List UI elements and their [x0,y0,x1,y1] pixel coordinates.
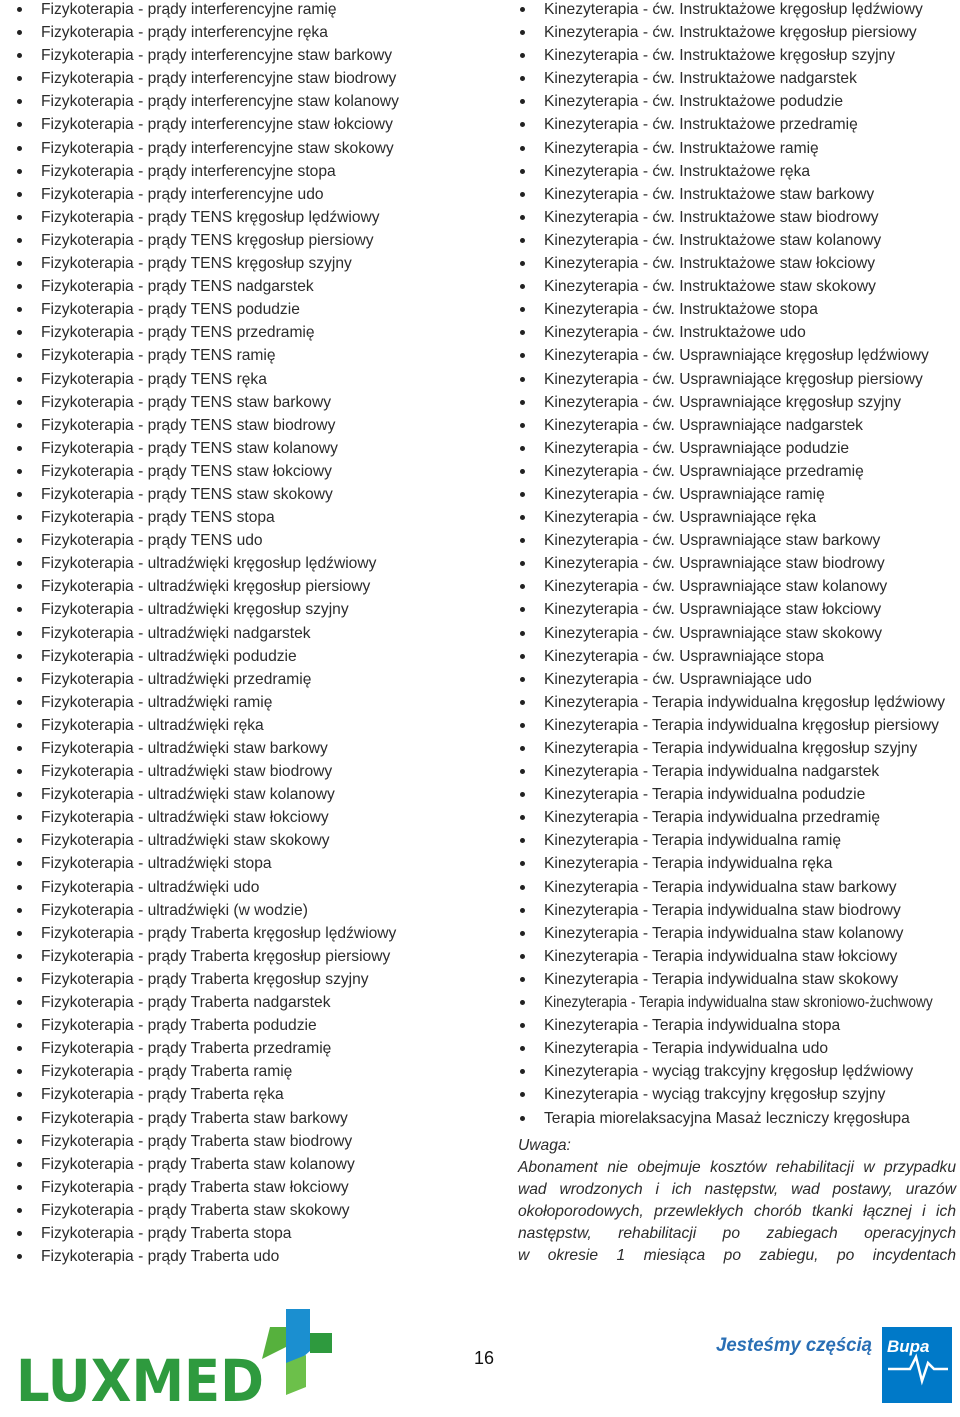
service-label: Fizykoterapia - prądy Traberta staw barkowy [41,1109,348,1127]
service-list-item [14,670,504,693]
service-list-item [14,393,504,416]
service-list-item [14,23,504,46]
service-list-item [14,1016,504,1039]
service-list-item [14,115,504,138]
right-service-list [517,0,960,1132]
service-label: Kinezyterapia - Terapia indywidualna kręgosłup szyjny [544,740,918,757]
service-label: Kinezyterapia - ćw. Instruktażowe staw kolanowy [544,231,882,249]
service-list-item [14,300,504,323]
service-list-item [517,901,960,924]
service-list-item [14,139,504,162]
service-list-item [14,1155,504,1178]
service-label: Kinezyterapia - ćw. Usprawniające ręka [544,509,817,527]
service-list-item [14,1178,504,1201]
service-label: Kinezyterapia - ćw. Usprawniające nadgarstek [544,416,863,434]
service-label: Fizykoterapia - prądy TENS staw kolanowy [41,439,338,457]
service-label: Fizykoterapia - prądy TENS staw barkowy [41,393,332,411]
service-label: Fizykoterapia - prądy Traberta kręgosłup piersiowy [41,947,391,965]
service-label: Fizykoterapia - ultradźwięki ramię [41,693,273,711]
service-list-item [517,69,960,92]
service-label: Fizykoterapia - prądy Traberta stopa [41,1224,292,1242]
service-label: Kinezyterapia - Terapia indywidualna kręgosłup lędźwiowy [544,693,946,711]
service-list-item [14,439,504,462]
service-label: Kinezyterapia - ćw. Instruktażowe podudzie [544,93,844,111]
service-list-item [14,1132,504,1155]
service-label: Kinezyterapia - ćw. Usprawniające podudzie [544,439,850,457]
bupa-wordmark: Bupa [887,1337,930,1356]
service-list-item [14,554,504,577]
service-list-item [14,785,504,808]
service-label: Kinezyterapia - wyciąg trakcyjny kręgosłup szyjny [544,1086,886,1104]
service-list-item [14,231,504,254]
service-list-item [517,92,960,115]
service-label: Kinezyterapia - ćw. Instruktażowe kręgosłup piersiowy [544,24,917,42]
service-label: Kinezyterapia - Terapia indywidualna udo [544,1040,829,1058]
service-label: Fizykoterapia - ultradźwięki udo [41,878,260,896]
service-list-item [517,1039,960,1062]
service-label: Kinezyterapia - ćw. Instruktażowe staw barkowy [544,185,875,203]
note-line: Abonament nie obejmuje kosztów rehabilitacji w przypadku [518,1159,956,1176]
service-label: Kinezyterapia - Terapia indywidualna staw łokciowy [544,947,898,965]
service-label: Kinezyterapia - ćw. Usprawniające staw łokciowy [544,601,882,619]
service-list-item [14,878,504,901]
service-label: Kinezyterapia - ćw. Usprawniające ramię [544,485,825,503]
service-list-item [14,69,504,92]
service-label: Kinezyterapia - Terapia indywidualna stopa [544,1017,841,1035]
luxmed-cross-icon [262,1309,332,1395]
service-label: Fizykoterapia - prądy TENS udo [41,532,263,550]
service-list-item [517,0,960,23]
service-label: Kinezyterapia - ćw. Usprawniające staw biodrowy [544,555,885,573]
service-list-item [14,1062,504,1085]
service-label: Fizykoterapia - prądy TENS staw łokciowy [41,462,332,480]
left-service-list [14,0,504,1270]
service-list-item [517,323,960,346]
service-list-item [517,831,960,854]
service-list-item [517,878,960,901]
service-label: Fizykoterapia - prądy Traberta staw kolanowy [41,1155,355,1173]
service-label: Fizykoterapia - prądy TENS kręgosłup szyjny [41,255,352,273]
service-list-item [517,1085,960,1108]
service-list-item [517,670,960,693]
service-label: Fizykoterapia - prądy interferencyjne ramię [41,1,337,18]
service-label: Fizykoterapia - prądy Traberta podudzie [41,1017,317,1035]
service-label: Fizykoterapia - prądy TENS ręka [41,370,267,388]
service-list-item [14,323,504,346]
note-line: wad wrodzonych i ich następstw, wad postawy, urazów [518,1181,956,1198]
service-list-item [517,485,960,508]
service-list-item [14,485,504,508]
service-list-item [517,139,960,162]
service-list-item [517,924,960,947]
service-label: Kinezyterapia - ćw. Instruktażowe nadgarstek [544,70,857,88]
service-label: Kinezyterapia - ćw. Usprawniające kręgosłup lędźwiowy [544,347,929,365]
bupa-tagline: Jesteśmy częścią [716,1335,873,1356]
service-list-item [517,277,960,300]
service-label: Kinezyterapia - ćw. Instruktażowe ręka [544,162,811,180]
service-label: Fizykoterapia - prądy interferencyjne staw skokowy [41,139,394,157]
service-label: Kinezyterapia - ćw. Instruktażowe ramię [544,139,819,157]
service-list-item [517,231,960,254]
service-label: Fizykoterapia - ultradźwięki staw kolanowy [41,786,335,804]
service-list-item [517,346,960,369]
service-label: Fizykoterapia - prądy Traberta udo [41,1248,280,1266]
service-label: Fizykoterapia - prądy TENS stopa [41,509,275,527]
service-label: Fizykoterapia - ultradźwięki kręgosłup piersiowy [41,578,371,596]
note-block [518,1135,956,1267]
service-label: Terapia miorelaksacyjna Masaż leczniczy kręgosłupa [544,1109,910,1127]
service-label: Kinezyterapia - ćw. Instruktażowe stopa [544,301,818,319]
service-list-item [14,208,504,231]
service-label: Kinezyterapia - Terapia indywidualna staw skokowy [544,970,899,988]
service-label: Fizykoterapia - prądy interferencyjne udo [41,185,324,203]
service-label: Kinezyterapia - ćw. Instruktażowe przedramię [544,116,858,134]
service-list-item [517,162,960,185]
service-list-item [14,647,504,670]
service-list-item [517,254,960,277]
note-line: okołoporodowych, przewlekłych chorób tkanki łącznej i ich [518,1203,956,1220]
service-list-item [517,1109,960,1132]
service-list-item [517,416,960,439]
service-label: Kinezyterapia - ćw. Instruktażowe udo [544,324,806,342]
service-list-item [14,346,504,369]
service-label: Fizykoterapia - prądy Traberta kręgosłup lędźwiowy [41,924,397,942]
service-list-item [517,693,960,716]
service-list-item [517,600,960,623]
service-list-item [14,739,504,762]
service-label: Fizykoterapia - prądy Traberta nadgarstek [41,994,331,1012]
service-list-item [517,185,960,208]
service-list-item [14,854,504,877]
service-label: Kinezyterapia - Terapia indywidualna staw barkowy [544,878,897,896]
service-label: Fizykoterapia - prądy TENS staw skokowy [41,485,333,503]
service-list-item [14,531,504,554]
service-label: Kinezyterapia - ćw. Instruktażowe staw łokciowy [544,255,876,273]
service-label: Fizykoterapia - ultradźwięki staw łokciowy [41,809,329,827]
service-label: Fizykoterapia - ultradźwięki przedramię [41,670,312,688]
service-label: Kinezyterapia - ćw. Usprawniające staw barkowy [544,532,881,550]
service-list-item [517,947,960,970]
service-list-item [517,393,960,416]
service-label: Fizykoterapia - ultradźwięki (w wodzie) [41,901,308,919]
note-line: w okresie 1 miesiąca po zabiegu, po incydentach [518,1247,956,1264]
service-list-item [517,624,960,647]
service-label: Kinezyterapia - Terapia indywidualna staw skroniowo-żuchwowy [544,994,933,1012]
service-list-item [517,970,960,993]
service-label: Kinezyterapia - ćw. Usprawniające udo [544,670,812,688]
service-list-item [517,808,960,831]
service-label: Kinezyterapia - ćw. Usprawniające staw kolanowy [544,578,888,596]
service-label: Fizykoterapia - prądy Traberta ręka [41,1086,284,1104]
service-label: Kinezyterapia - ćw. Usprawniające staw skokowy [544,624,882,642]
service-list-item [517,300,960,323]
service-label: Kinezyterapia - Terapia indywidualna nadgarstek [544,763,880,781]
service-list-item [14,993,504,1016]
service-label: Kinezyterapia - Terapia indywidualna podudzie [544,786,866,804]
service-label: Fizykoterapia - prądy interferencyjne ręka [41,24,328,42]
service-label: Kinezyterapia - Terapia indywidualna staw kolanowy [544,924,904,942]
service-label: Fizykoterapia - prądy TENS podudzie [41,301,300,319]
service-list-item [517,647,960,670]
service-label: Kinezyterapia - ćw. Instruktażowe staw skokowy [544,278,876,296]
service-label: Fizykoterapia - prądy Traberta staw skokowy [41,1201,350,1219]
service-list-item [517,439,960,462]
service-label: Fizykoterapia - prądy Traberta ramię [41,1063,293,1081]
service-label: Fizykoterapia - prądy interferencyjne staw barkowy [41,47,393,65]
service-list-item [14,577,504,600]
service-list-item [14,924,504,947]
service-list-item [14,1085,504,1108]
service-label: Kinezyterapia - Terapia indywidualna przedramię [544,809,881,827]
service-list-item [517,508,960,531]
luxmed-logo [14,1303,334,1408]
service-list-item [14,970,504,993]
service-list-item [14,947,504,970]
service-label: Fizykoterapia - ultradźwięki nadgarstek [41,624,311,642]
service-list-item [14,716,504,739]
service-list-item [517,854,960,877]
service-list-item [517,577,960,600]
bupa-logo [712,1307,956,1404]
service-label: Fizykoterapia - ultradźwięki staw biodrowy [41,763,333,781]
service-label: Kinezyterapia - ćw. Usprawniające stopa [544,647,824,665]
service-list-item [14,762,504,785]
service-list-item [517,993,960,1016]
service-label: Fizykoterapia - ultradźwięki stopa [41,855,272,873]
service-list-item [517,1016,960,1039]
service-list-item [14,277,504,300]
service-list-item [517,23,960,46]
service-label: Fizykoterapia - prądy interferencyjne staw kolanowy [41,93,399,111]
service-list-item [517,785,960,808]
note-line: następstw, rehabilitacji po zabiegach operacyjnych [518,1225,956,1242]
service-label: Kinezyterapia - ćw. Instruktażowe staw biodrowy [544,208,879,226]
service-label: Fizykoterapia - prądy TENS ramię [41,347,276,365]
service-label: Kinezyterapia - Terapia indywidualna ramię [544,832,842,850]
service-label: Fizykoterapia - prądy Traberta kręgosłup szyjny [41,970,369,988]
service-list-item [14,254,504,277]
service-label: Fizykoterapia - prądy TENS kręgosłup lędźwiowy [41,208,380,226]
service-list-item [14,1109,504,1132]
service-label: Fizykoterapia - prądy TENS przedramię [41,324,315,342]
service-label: Fizykoterapia - prądy Traberta staw łokciowy [41,1178,349,1196]
service-label: Fizykoterapia - prądy Traberta przedramię [41,1040,332,1058]
service-list-item [14,693,504,716]
service-list-item [14,901,504,924]
service-label: Fizykoterapia - prądy TENS staw biodrowy [41,416,336,434]
service-label: Fizykoterapia - prądy interferencyjne staw biodrowy [41,70,397,88]
service-list-item [517,46,960,69]
service-label: Fizykoterapia - ultradźwięki staw skokowy [41,832,330,850]
service-list-item [517,370,960,393]
service-list-item [517,115,960,138]
service-label: Kinezyterapia - Terapia indywidualna ręka [544,855,833,873]
service-label: Fizykoterapia - prądy Traberta staw biodrowy [41,1132,353,1150]
service-label: Fizykoterapia - prądy TENS kręgosłup piersiowy [41,231,374,249]
service-list-item [14,185,504,208]
service-list-item [14,1224,504,1247]
service-list-item [517,716,960,739]
service-list-item [517,208,960,231]
service-list-item [14,1201,504,1224]
service-label: Fizykoterapia - ultradźwięki ręka [41,716,264,734]
service-label: Kinezyterapia - wyciąg trakcyjny kręgosłup lędźwiowy [544,1063,914,1081]
service-label: Fizykoterapia - ultradźwięki staw barkowy [41,740,328,757]
service-list-item [14,92,504,115]
service-label: Kinezyterapia - ćw. Instruktażowe kręgosłup szyjny [544,47,896,65]
service-list-item [14,624,504,647]
service-label: Fizykoterapia - prądy interferencyjne staw łokciowy [41,116,393,134]
service-label: Fizykoterapia - ultradźwięki kręgosłup szyjny [41,601,349,619]
service-list-item [14,0,504,23]
service-label: Fizykoterapia - prądy interferencyjne stopa [41,162,336,180]
service-list-item [14,416,504,439]
service-list-item [14,46,504,69]
service-list-item [14,162,504,185]
service-label: Kinezyterapia - ćw. Usprawniające kręgosłup piersiowy [544,370,923,388]
service-list-item [14,831,504,854]
service-list-item [14,462,504,485]
service-label: Kinezyterapia - Terapia indywidualna staw biodrowy [544,901,901,919]
service-label: Fizykoterapia - ultradźwięki kręgosłup lędźwiowy [41,555,377,573]
page-number: 16 [474,1348,495,1368]
service-list-item [517,554,960,577]
service-list-item [14,370,504,393]
luxmed-wordmark: LUXMED [16,1347,264,1408]
service-label: Kinezyterapia - ćw. Instruktażowe kręgosłup lędźwiowy [544,1,923,18]
service-label: Kinezyterapia - ćw. Usprawniające kręgosłup szyjny [544,393,902,411]
service-list-item [14,600,504,623]
service-list-item [14,508,504,531]
service-label: Fizykoterapia - prądy TENS nadgarstek [41,278,314,296]
service-list-item [14,1247,504,1270]
service-list-item [517,762,960,785]
service-list-item [517,739,960,762]
service-label: Kinezyterapia - Terapia indywidualna kręgosłup piersiowy [544,716,939,734]
service-label: Fizykoterapia - ultradźwięki podudzie [41,647,297,665]
service-list-item [517,531,960,554]
service-list-item [14,808,504,831]
service-list-item [517,1062,960,1085]
service-label: Kinezyterapia - ćw. Usprawniające przedramię [544,462,864,480]
service-list-item [14,1039,504,1062]
service-list-item [517,462,960,485]
note-heading: Uwaga: [518,1137,571,1154]
